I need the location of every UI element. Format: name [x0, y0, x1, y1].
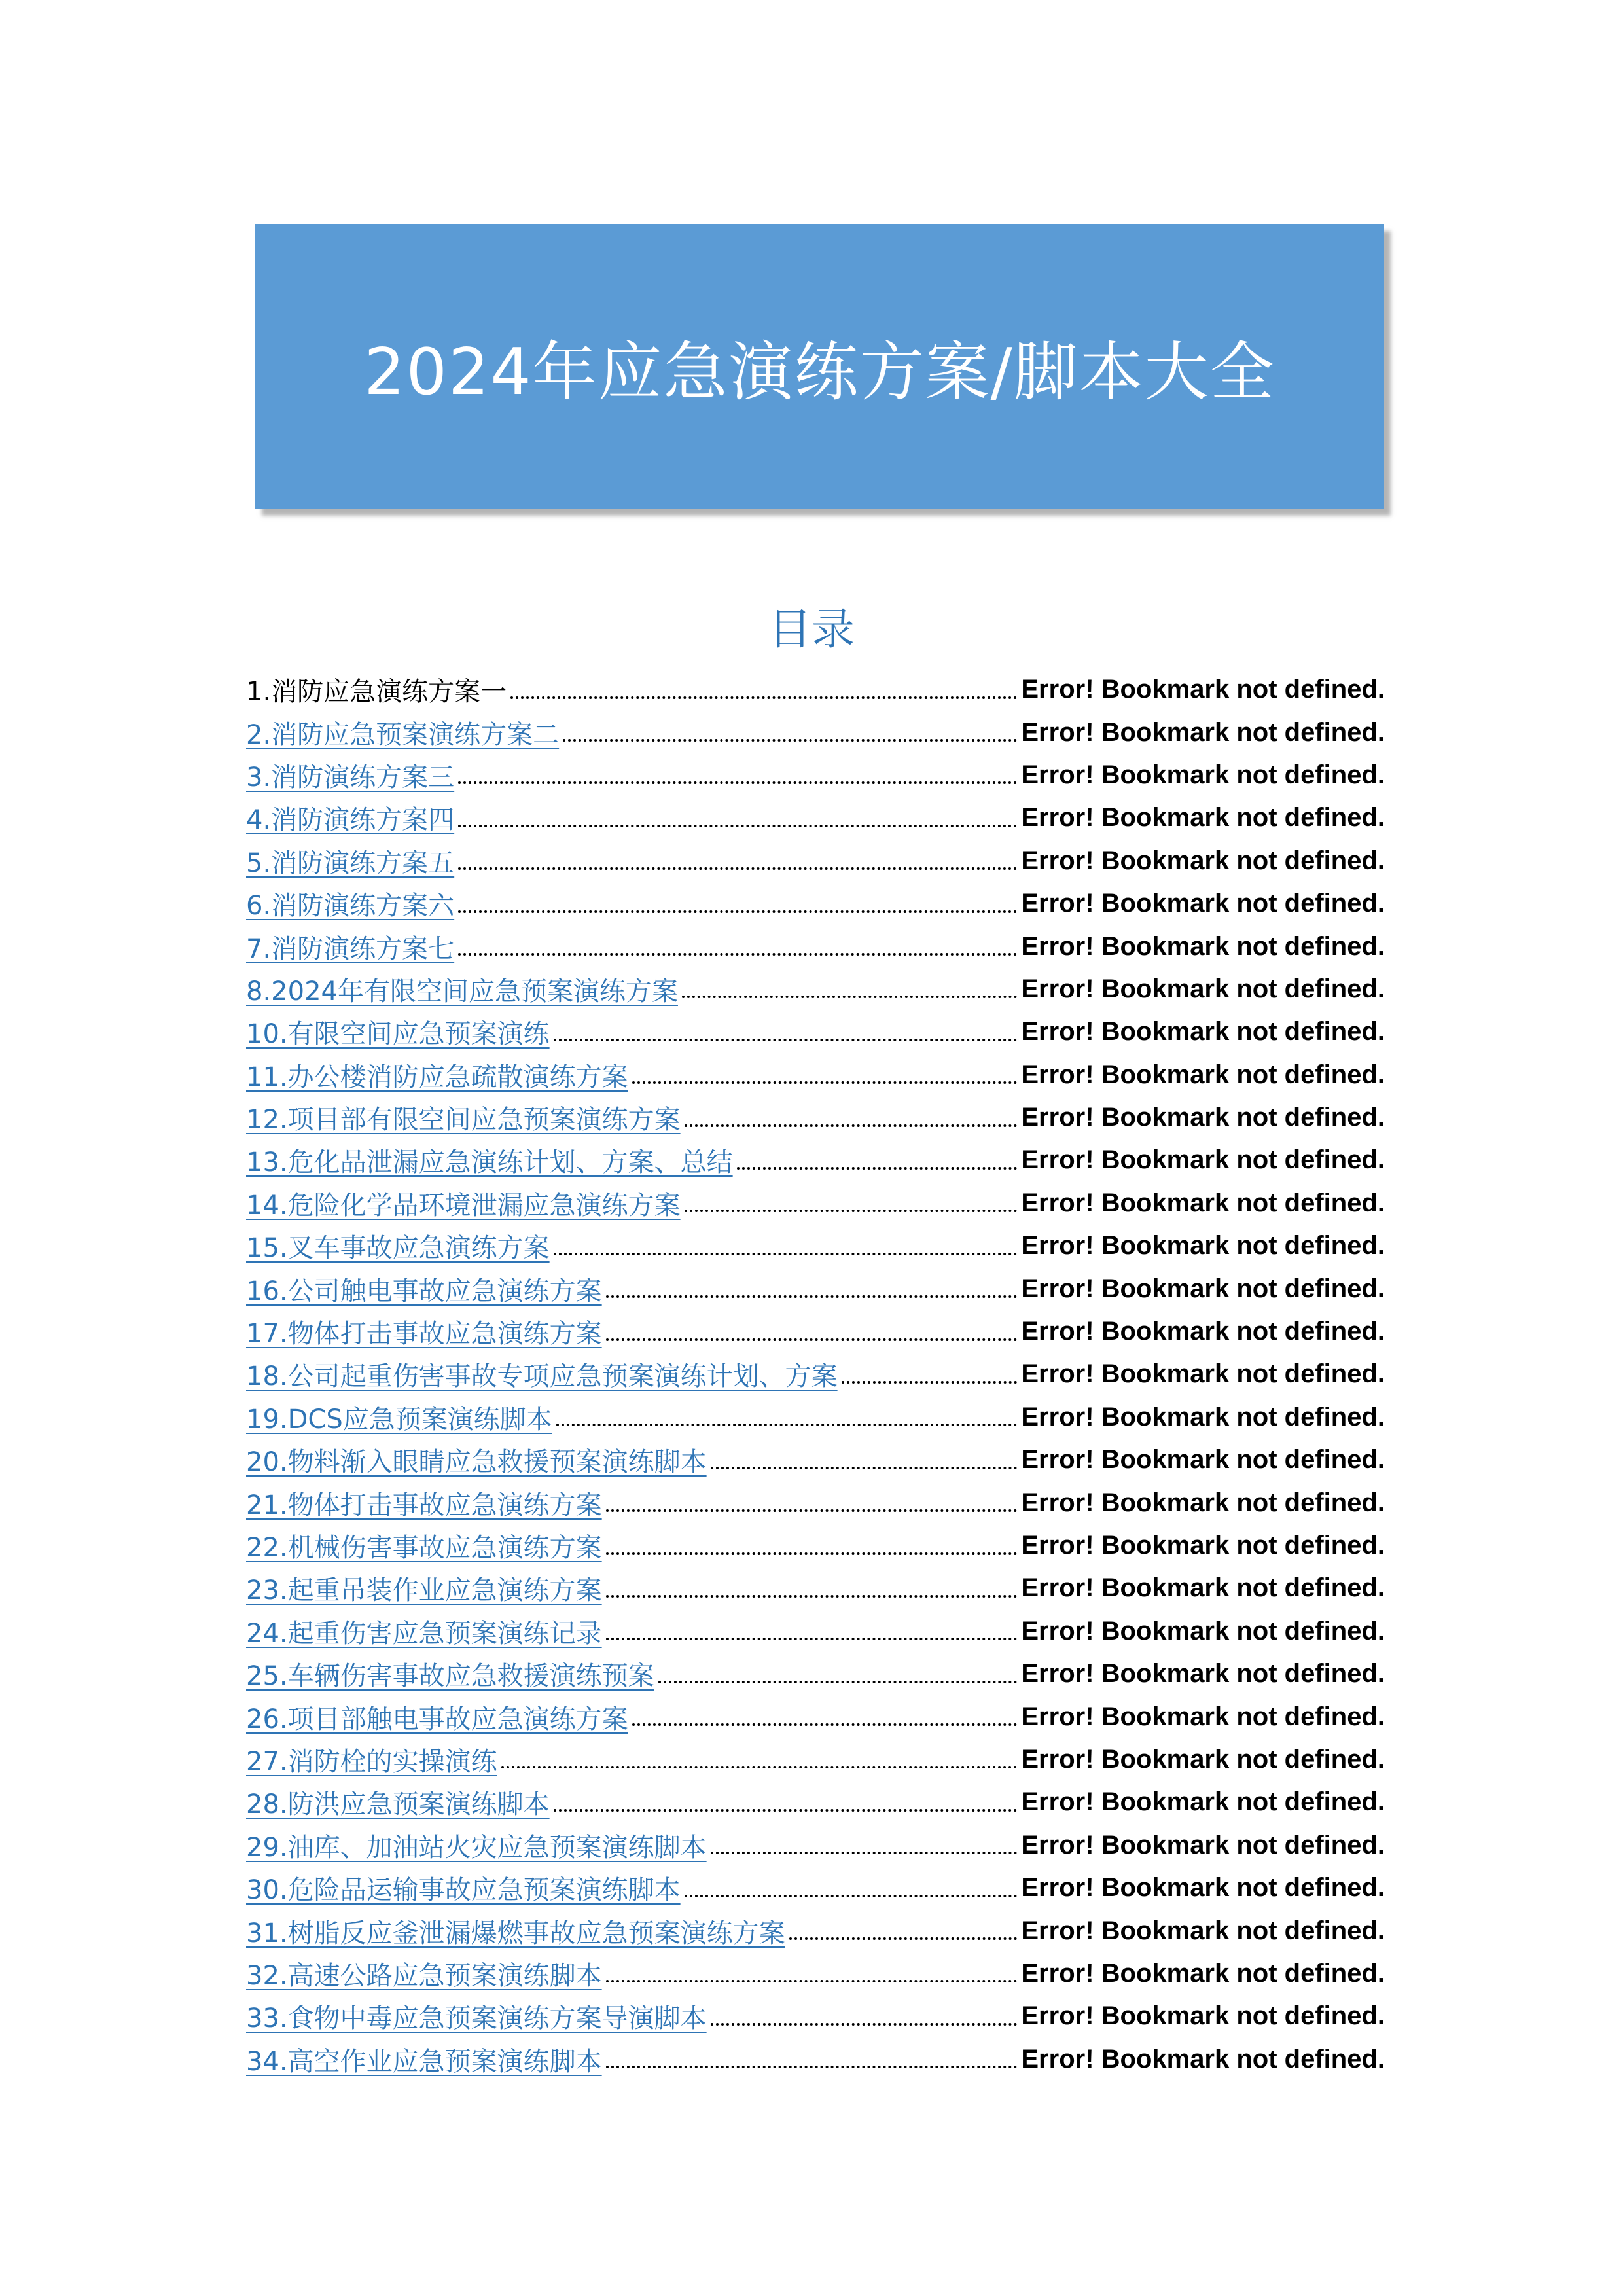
- toc-page-reference: Error! Bookmark not defined.: [1021, 1060, 1385, 1089]
- toc-leader-dots: [685, 1875, 1018, 1901]
- toc-leader-dots: [563, 719, 1017, 745]
- toc-entry-link[interactable]: 11.办公楼消防应急疏散演练方案: [246, 1062, 628, 1092]
- toc-entry-link[interactable]: 5.消防演练方案五: [246, 848, 455, 878]
- toc-leader-dots: [606, 1618, 1018, 1644]
- toc-leader-dots: [685, 1105, 1018, 1131]
- toc-leader-dots: [737, 1147, 1018, 1174]
- toc-leader-dots: [554, 1019, 1018, 1045]
- document-title: 2024年应急演练方案/脚本大全: [364, 335, 1275, 410]
- toc-page-reference: Error! Bookmark not defined.: [1021, 1017, 1385, 1047]
- toc-leader-dots: [842, 1361, 1018, 1388]
- toc-page-reference: Error! Bookmark not defined.: [1021, 1103, 1385, 1132]
- toc-leader-dots: [458, 933, 1017, 960]
- toc-entry-link[interactable]: 30.危险品运输事故应急预案演练脚本: [246, 1875, 681, 1906]
- toc-page-reference: Error! Bookmark not defined.: [1021, 1573, 1385, 1603]
- toc-page-reference: Error! Bookmark not defined.: [1021, 1274, 1385, 1303]
- toc-leader-dots: [458, 848, 1017, 874]
- title-banner: [255, 224, 1384, 509]
- toc-entry-link[interactable]: 27.消防栓的实操演练: [246, 1746, 497, 1777]
- toc-leader-dots: [606, 1575, 1018, 1602]
- toc-entry[interactable]: [246, 668, 1385, 711]
- toc-entry-link[interactable]: 20.物料渐入眼睛应急救援预案演练脚本: [246, 1447, 707, 1478]
- toc-entry-link[interactable]: 1.消防应急演练方案一: [246, 677, 507, 708]
- toc-page-reference: Error! Bookmark not defined.: [1021, 1145, 1385, 1175]
- toc-entry-link[interactable]: 16.公司触电事故应急演练方案: [246, 1276, 602, 1306]
- toc-entry-link[interactable]: 19.DCS应急预案演练脚本: [246, 1404, 552, 1435]
- toc-entry-link[interactable]: 8.2024年有限空间应急预案演练方案: [246, 976, 678, 1007]
- toc-leader-dots: [632, 1704, 1018, 1730]
- toc-entry-link[interactable]: 15.叉车事故应急演练方案: [246, 1233, 550, 1264]
- toc-entry-link[interactable]: 6.消防演练方案六: [246, 891, 455, 922]
- toc-entry-link[interactable]: 2.消防应急预案演练方案二: [246, 719, 560, 750]
- toc-page-reference: Error! Bookmark not defined.: [1021, 1873, 1385, 1903]
- toc-leader-dots: [711, 2003, 1018, 2030]
- toc-leader-dots: [606, 1490, 1018, 1516]
- toc-leader-dots: [711, 1447, 1018, 1473]
- toc-leader-dots: [556, 1404, 1018, 1430]
- toc-leader-dots: [606, 1960, 1018, 1986]
- toc-entry[interactable]: [246, 1011, 1385, 1053]
- toc-entry-link[interactable]: 17.物体打击事故应急演练方案: [246, 1319, 602, 1350]
- toc-entry-link[interactable]: 31.树脂反应釜泄漏爆燃事故应急预案演练方案: [246, 1918, 785, 1948]
- toc-page-reference: Error! Bookmark not defined.: [1021, 1445, 1385, 1475]
- toc-leader-dots: [458, 762, 1017, 788]
- toc-leader-dots: [606, 1276, 1018, 1302]
- toc-entry-link[interactable]: 22.机械伤害事故应急演练方案: [246, 1533, 602, 1563]
- toc-entry-link[interactable]: 33.食物中毒应急预案演练方案导演脚本: [246, 2003, 707, 2034]
- toc-entry[interactable]: [246, 1524, 1385, 1567]
- toc-entry[interactable]: [246, 1995, 1385, 2037]
- toc-entry[interactable]: [246, 1653, 1385, 1695]
- toc-page-reference: Error! Bookmark not defined.: [1021, 889, 1385, 918]
- toc-entry[interactable]: [246, 1396, 1385, 1439]
- toc-entry[interactable]: [246, 1781, 1385, 1823]
- toc-leader-dots: [606, 1319, 1018, 1345]
- toc-entry[interactable]: [246, 882, 1385, 925]
- toc-entry[interactable]: [246, 1481, 1385, 1524]
- toc-entry[interactable]: [246, 1610, 1385, 1653]
- toc-page-reference: Error! Bookmark not defined.: [1021, 1317, 1385, 1346]
- toc-entry[interactable]: [246, 1909, 1385, 1952]
- toc-entry[interactable]: [246, 1738, 1385, 1781]
- toc-leader-dots: [554, 1789, 1018, 1816]
- toc-entry[interactable]: [246, 711, 1385, 753]
- toc-entry[interactable]: [246, 1695, 1385, 1738]
- toc-page-reference: Error! Bookmark not defined.: [1021, 675, 1385, 704]
- toc-page-reference: Error! Bookmark not defined.: [1021, 1916, 1385, 1945]
- toc-entry-link[interactable]: 28.防洪应急预案演练脚本: [246, 1789, 550, 1820]
- toc-entry-link[interactable]: 4.消防演练方案四: [246, 805, 455, 836]
- toc-entry[interactable]: [246, 1824, 1385, 1867]
- toc-entry[interactable]: [246, 1267, 1385, 1310]
- toc-leader-dots: [501, 1746, 1018, 1772]
- toc-entry[interactable]: [246, 925, 1385, 967]
- toc-page-reference: Error! Bookmark not defined.: [1021, 1488, 1385, 1517]
- toc-leader-dots: [554, 1233, 1018, 1259]
- toc-entry[interactable]: [246, 968, 1385, 1011]
- toc-entry-link[interactable]: 3.消防演练方案三: [246, 762, 455, 793]
- toc-entry[interactable]: [246, 1054, 1385, 1096]
- toc-leader-dots: [658, 1661, 1018, 1687]
- toc-page-reference: Error! Bookmark not defined.: [1021, 803, 1385, 833]
- toc-entry-link[interactable]: 24.起重伤害应急预案演练记录: [246, 1618, 602, 1649]
- toc-page-reference: Error! Bookmark not defined.: [1021, 1231, 1385, 1261]
- toc-entry-link[interactable]: 18.公司起重伤害事故专项应急预案演练计划、方案: [246, 1361, 838, 1392]
- toc-entry[interactable]: [246, 1952, 1385, 1995]
- toc-entry-link[interactable]: 10.有限空间应急预案演练: [246, 1019, 550, 1050]
- toc-page-reference: Error! Bookmark not defined.: [1021, 717, 1385, 747]
- toc-entry[interactable]: [246, 1867, 1385, 1909]
- toc-entry[interactable]: [246, 1139, 1385, 1181]
- toc-leader-dots: [632, 1062, 1018, 1088]
- toc-heading: 目录: [768, 604, 855, 655]
- toc-entry-link[interactable]: 13.危化品泄漏应急演练计划、方案、总结: [246, 1147, 733, 1178]
- toc-entry-link[interactable]: 12.项目部有限空间应急预案演练方案: [246, 1105, 681, 1136]
- toc-page-reference: Error! Bookmark not defined.: [1021, 1787, 1385, 1817]
- toc-leader-dots: [606, 1533, 1018, 1559]
- toc-page-reference: Error! Bookmark not defined.: [1021, 1359, 1385, 1389]
- toc-page-reference: Error! Bookmark not defined.: [1021, 2001, 1385, 2031]
- toc-page-reference: Error! Bookmark not defined.: [1021, 1744, 1385, 1774]
- toc-page-reference: Error! Bookmark not defined.: [1021, 1402, 1385, 1431]
- toc-page-reference: Error! Bookmark not defined.: [1021, 1830, 1385, 1859]
- toc-leader-dots: [711, 1832, 1018, 1858]
- toc-entry[interactable]: [246, 1096, 1385, 1139]
- toc-entry-link[interactable]: 32.高速公路应急预案演练脚本: [246, 1960, 602, 1991]
- toc-leader-dots: [458, 891, 1017, 917]
- toc-entry-link[interactable]: 25.车辆伤害事故应急救援演练预案: [246, 1661, 654, 1692]
- toc-page-reference: Error! Bookmark not defined.: [1021, 974, 1385, 1003]
- toc-entry[interactable]: [246, 840, 1385, 882]
- toc-page-reference: Error! Bookmark not defined.: [1021, 760, 1385, 789]
- toc-page-reference: Error! Bookmark not defined.: [1021, 1531, 1385, 1560]
- toc-page-reference: Error! Bookmark not defined.: [1021, 1616, 1385, 1645]
- toc-leader-dots: [789, 1918, 1018, 1944]
- toc-leader-dots: [606, 2046, 1018, 2072]
- toc-entry-link[interactable]: 21.物体打击事故应急演练方案: [246, 1490, 602, 1520]
- toc-page-reference: Error! Bookmark not defined.: [1021, 1958, 1385, 1988]
- toc-entry[interactable]: [246, 754, 1385, 797]
- toc-entry-link[interactable]: 23.起重吊装作业应急演练方案: [246, 1575, 602, 1606]
- toc-page-reference: Error! Bookmark not defined.: [1021, 846, 1385, 875]
- toc-entry[interactable]: [246, 1310, 1385, 1353]
- toc-leader-dots: [510, 677, 1017, 703]
- toc-entry-link[interactable]: 7.消防演练方案七: [246, 933, 455, 964]
- toc-entry[interactable]: [246, 1353, 1385, 1395]
- toc-leader-dots: [458, 805, 1017, 831]
- toc-entry-link[interactable]: 29.油库、加油站火灾应急预案演练脚本: [246, 1832, 707, 1863]
- toc-entry[interactable]: [246, 1439, 1385, 1481]
- toc-page-reference: Error! Bookmark not defined.: [1021, 1188, 1385, 1217]
- toc-entry[interactable]: [246, 1182, 1385, 1225]
- toc-page-reference: Error! Bookmark not defined.: [1021, 931, 1385, 961]
- toc-leader-dots: [685, 1190, 1018, 1216]
- toc-entry-link[interactable]: 26.项目部触电事故应急演练方案: [246, 1704, 628, 1734]
- toc-entry[interactable]: [246, 797, 1385, 839]
- toc-leader-dots: [682, 976, 1017, 1002]
- table-of-contents: [246, 668, 1385, 2081]
- toc-entry[interactable]: [246, 1567, 1385, 1609]
- toc-page-reference: Error! Bookmark not defined.: [1021, 2044, 1385, 2073]
- toc-entry[interactable]: [246, 1225, 1385, 1267]
- toc-page-reference: Error! Bookmark not defined.: [1021, 1702, 1385, 1731]
- toc-entry[interactable]: [246, 2038, 1385, 2081]
- toc-page-reference: Error! Bookmark not defined.: [1021, 1659, 1385, 1689]
- toc-entry-link[interactable]: 34.高空作业应急预案演练脚本: [246, 2046, 602, 2077]
- toc-entry-link[interactable]: 14.危险化学品环境泄漏应急演练方案: [246, 1190, 681, 1221]
